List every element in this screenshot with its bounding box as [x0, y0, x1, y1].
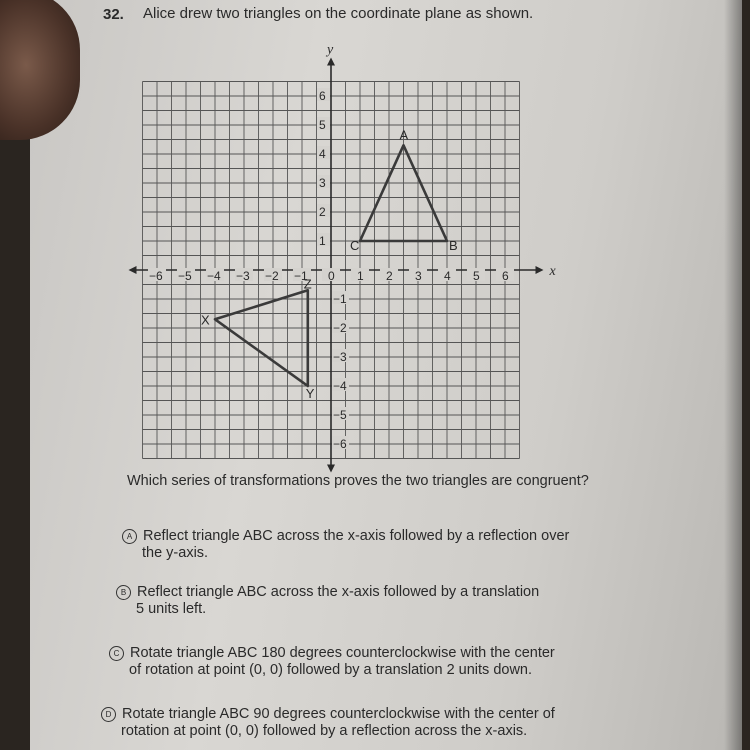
choice-b[interactable]	[116, 584, 539, 618]
choice-a[interactable]	[122, 528, 569, 562]
page-edge-shadow	[724, 0, 742, 750]
y-tick-label: 3	[319, 176, 326, 190]
x-tick-label: −4	[207, 269, 221, 283]
x-tick-label: −1	[294, 269, 308, 283]
y-tick-label: −1	[333, 292, 347, 306]
choice-a-line2: the y-axis.	[142, 545, 209, 561]
choice-c-bubble[interactable]: C	[109, 646, 124, 661]
x-tick-label: −2	[265, 269, 279, 283]
vertex-label-y: Y	[305, 386, 315, 401]
choice-b-line2: 5 units left.	[136, 601, 207, 617]
x-tick-label: 1	[357, 269, 364, 283]
x-tick-label: −3	[236, 269, 250, 283]
x-axis-arrow-right	[536, 266, 544, 274]
choice-b-bubble[interactable]: B	[116, 585, 131, 600]
question-prompt: Which series of transformations proves the two triangles are congruent?	[127, 473, 589, 489]
x-tick-label: −5	[178, 269, 192, 283]
y-axis-arrow-up	[327, 58, 335, 66]
coordinate-plane	[145, 40, 556, 460]
question-text: Alice drew two triangles on the coordinate plane as shown.	[143, 5, 534, 22]
vertex-label-c: C	[350, 238, 360, 253]
y-axis-label: y	[327, 42, 334, 58]
choice-d[interactable]	[101, 706, 555, 740]
vertex-label-z: Z	[303, 276, 312, 292]
x-tick-label: 5	[473, 269, 480, 283]
y-tick-label: −4	[333, 379, 347, 393]
y-tick-label: 5	[319, 118, 326, 132]
x-tick-label: 0	[328, 269, 335, 283]
y-tick-label: −5	[333, 408, 347, 422]
choice-d-bubble[interactable]: D	[101, 707, 116, 722]
choice-b-line1: Reflect triangle ABC across the x-axis followed by a translation	[137, 584, 540, 600]
thumb	[0, 0, 80, 140]
x-tick-label: 6	[502, 269, 509, 283]
vertex-label-b: B	[449, 238, 458, 253]
y-tick-label: 4	[319, 147, 326, 161]
x-axis-label: x	[549, 264, 556, 279]
vertex-label-x: X	[201, 312, 210, 328]
x-tick-label: 4	[444, 269, 451, 283]
choice-d-line2: rotation at point (0, 0) followed by a reflection across the x-axis.	[121, 723, 528, 739]
y-tick-label: 6	[319, 89, 326, 103]
choice-c-line1: Rotate triangle ABC 180 degrees counterclockwise with the center	[130, 645, 555, 661]
y-tick-label: 2	[319, 205, 326, 219]
y-tick-label: −3	[333, 350, 347, 364]
choice-c-line2: of rotation at point (0, 0) followed by a translation 2 units down.	[129, 662, 533, 678]
choice-c[interactable]	[109, 645, 555, 679]
choice-a-bubble[interactable]: A	[122, 529, 137, 544]
y-tick-label: −6	[333, 437, 347, 451]
choice-a-line1: Reflect triangle ABC across the x-axis followed by a reflection over	[143, 528, 570, 544]
x-tick-label: 2	[386, 269, 393, 283]
y-tick-label: −2	[333, 321, 347, 335]
x-tick-label: 3	[415, 269, 422, 283]
choice-d-line1: Rotate triangle ABC 90 degrees counterclockwise with the center of	[122, 706, 555, 722]
y-tick-label: 1	[319, 234, 326, 248]
x-tick-label: −6	[149, 269, 163, 283]
vertex-label-a: A	[399, 127, 409, 143]
question-number: 32.	[103, 6, 124, 23]
